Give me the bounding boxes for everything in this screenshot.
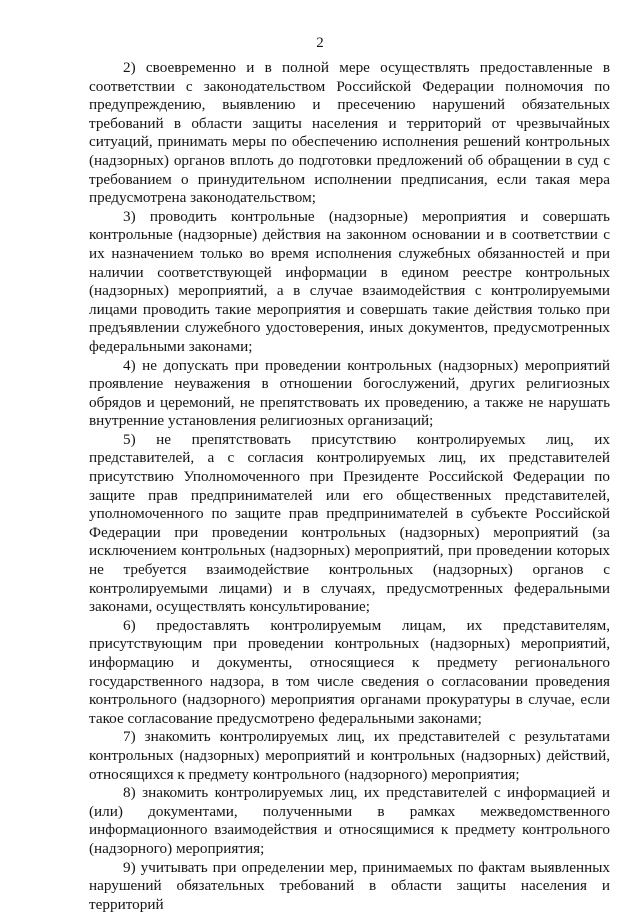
paragraph-item-3: 3) проводить контрольные (надзорные) мероприятия и совершать контрольные (надзорные) действия на законном основании и в соответствии с их назначением только во время исполнения служебных обязанностей и при наличии соответствующей информации в едином реестре контрольных (надзорных) мероприятий, а в случае взаимодействия с контролируемыми лицами проводить такие мероприятия и совершать такие действия только при предъявлении служебного удостоверения, иных документов, предусмотренных федеральными законами; <box>89 207 610 355</box>
paragraph-item-5: 5) не препятствовать присутствию контролируемых лиц, их представителей, а с согласия контролируемых лиц, их представителей присутствию Уполномоченного при Президенте Российской Федерации по защите прав предпринимателей или его общественных представителей, уполномоченного по защите прав предпринимателей в субъекте Российской Федерации при проведении контрольных (надзорных) мероприятий (за исключением контрольных (надзорных) мероприятий, при проведении которых не требуется взаимодействие контрольных (надзорных) органов с контролируемыми лицами) и в случаях, предусмотренных федеральными законами, осуществлять консультирование; <box>89 430 610 616</box>
paragraph-item-4: 4) не допускать при проведении контрольных (надзорных) мероприятий проявление неуважения в отношении богослужений, других религиозных обрядов и церемоний, не препятствовать их проведению, а также не нарушать внутренние установления религиозных организаций; <box>89 356 610 430</box>
document-body <box>89 59 610 914</box>
paragraph-item-6: 6) предоставлять контролируемым лицам, их представителям, присутствующим при проведении контрольных (надзорных) мероприятий, информацию и документы, относящиеся к предмету регионального государственного надзора, в том числе сведения о согласовании проведения контрольного (надзорного) мероприятия органами прокуратуры в случае, если такое согласование предусмотрено федеральными законами; <box>89 616 610 727</box>
paragraph-item-9: 9) учитывать при определении мер, принимаемых по фактам выявленных нарушений обязательных требований в области защиты населения и территорий <box>89 858 610 913</box>
paragraph-item-8: 8) знакомить контролируемых лиц, их представителей с информацией и (или) документами, полученными в рамках межведомственного информационного взаимодействия и относящимися к предмету контрольного (надзорного) мероприятия; <box>89 784 610 857</box>
paragraph-item-7: 7) знакомить контролируемых лиц, их представителей с результатами контрольных (надзорных) мероприятий и контрольных (надзорных) действий, относящихся к предмету контрольного (надзорного) мероприятия; <box>89 728 610 783</box>
page-number: 2 <box>316 35 324 51</box>
paragraph-item-2: 2) своевременно и в полной мере осуществлять предоставленные в соответствии с законодательством Российской Федерации полномочия по предупреждению, выявлению и пресечению нарушений обязательных требований в области защиты населения и территорий от чрезвычайных ситуаций, принимать меры по обеспечению исполнения решений контрольных (надзорных) органов вплоть до подготовки предложений об обращении в суд с требованием о принудительном исполнении предписания, если такая мера предусмотрена законодательством; <box>89 59 610 207</box>
